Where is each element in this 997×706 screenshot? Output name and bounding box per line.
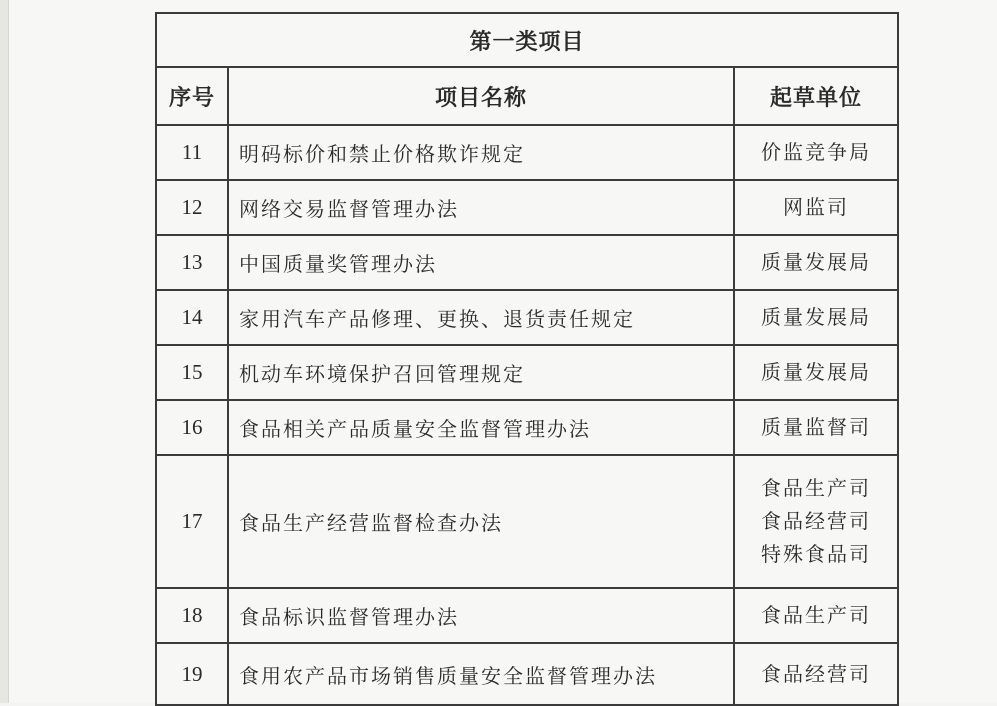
table-row: [156, 643, 898, 705]
row-unit: [734, 180, 898, 235]
table-row: [156, 345, 898, 400]
unit-line: 食品生产司: [761, 476, 871, 500]
row-unit: [734, 588, 898, 643]
unit-line: 食品经营司: [761, 509, 871, 533]
row-no: 13: [156, 235, 228, 290]
unit-line: 质量监督司: [761, 415, 871, 439]
row-no: 19: [156, 643, 228, 705]
table-row: [156, 125, 898, 180]
unit-line: 食品生产司: [761, 603, 871, 627]
row-unit: [734, 345, 898, 400]
row-no: 11: [156, 125, 228, 180]
unit-line: 食品经营司: [761, 661, 871, 686]
project-table: [155, 12, 899, 706]
table-row: [156, 455, 898, 588]
row-unit: [734, 290, 898, 345]
header-no: 序号: [156, 67, 228, 125]
row-unit: [734, 400, 898, 455]
row-name: 机动车环境保护召回管理规定: [228, 345, 734, 400]
row-name: 明码标价和禁止价格欺诈规定: [228, 125, 734, 180]
unit-line: 特殊食品司: [761, 542, 871, 566]
header-unit: 起草单位: [734, 67, 898, 125]
row-unit: [734, 455, 898, 588]
row-no: 18: [156, 588, 228, 643]
row-name: 家用汽车产品修理、更换、退货责任规定: [228, 290, 734, 345]
row-name: 网络交易监督管理办法: [228, 180, 734, 235]
row-no: 17: [156, 455, 228, 588]
row-no: 16: [156, 400, 228, 455]
table-row: [156, 400, 898, 455]
header-name: 项目名称: [228, 67, 734, 125]
project-table-container: [155, 12, 897, 706]
unit-line: 网监司: [783, 195, 849, 219]
row-no: 12: [156, 180, 228, 235]
row-no: 14: [156, 290, 228, 345]
unit-line: 质量发展局: [761, 305, 871, 329]
row-name: 食品生产经营监督检查办法: [228, 455, 734, 588]
row-name: 食品标识监督管理办法: [228, 588, 734, 643]
row-name: 食用农产品市场销售质量安全监督管理办法: [228, 643, 734, 705]
table-row: [156, 588, 898, 643]
row-unit: [734, 235, 898, 290]
row-unit: [734, 125, 898, 180]
table-row: [156, 235, 898, 290]
row-name: 中国质量奖管理办法: [228, 235, 734, 290]
page-edge: [0, 0, 9, 703]
row-unit: [734, 643, 898, 705]
unit-line: 价监竞争局: [761, 140, 871, 164]
unit-line: 质量发展局: [761, 360, 871, 384]
table-title: 第一类项目: [156, 13, 898, 67]
row-no: 15: [156, 345, 228, 400]
table-row: [156, 290, 898, 345]
table-header-row: [156, 67, 898, 125]
table-row: [156, 180, 898, 235]
unit-line: 质量发展局: [761, 250, 871, 274]
row-name: 食品相关产品质量安全监督管理办法: [228, 400, 734, 455]
